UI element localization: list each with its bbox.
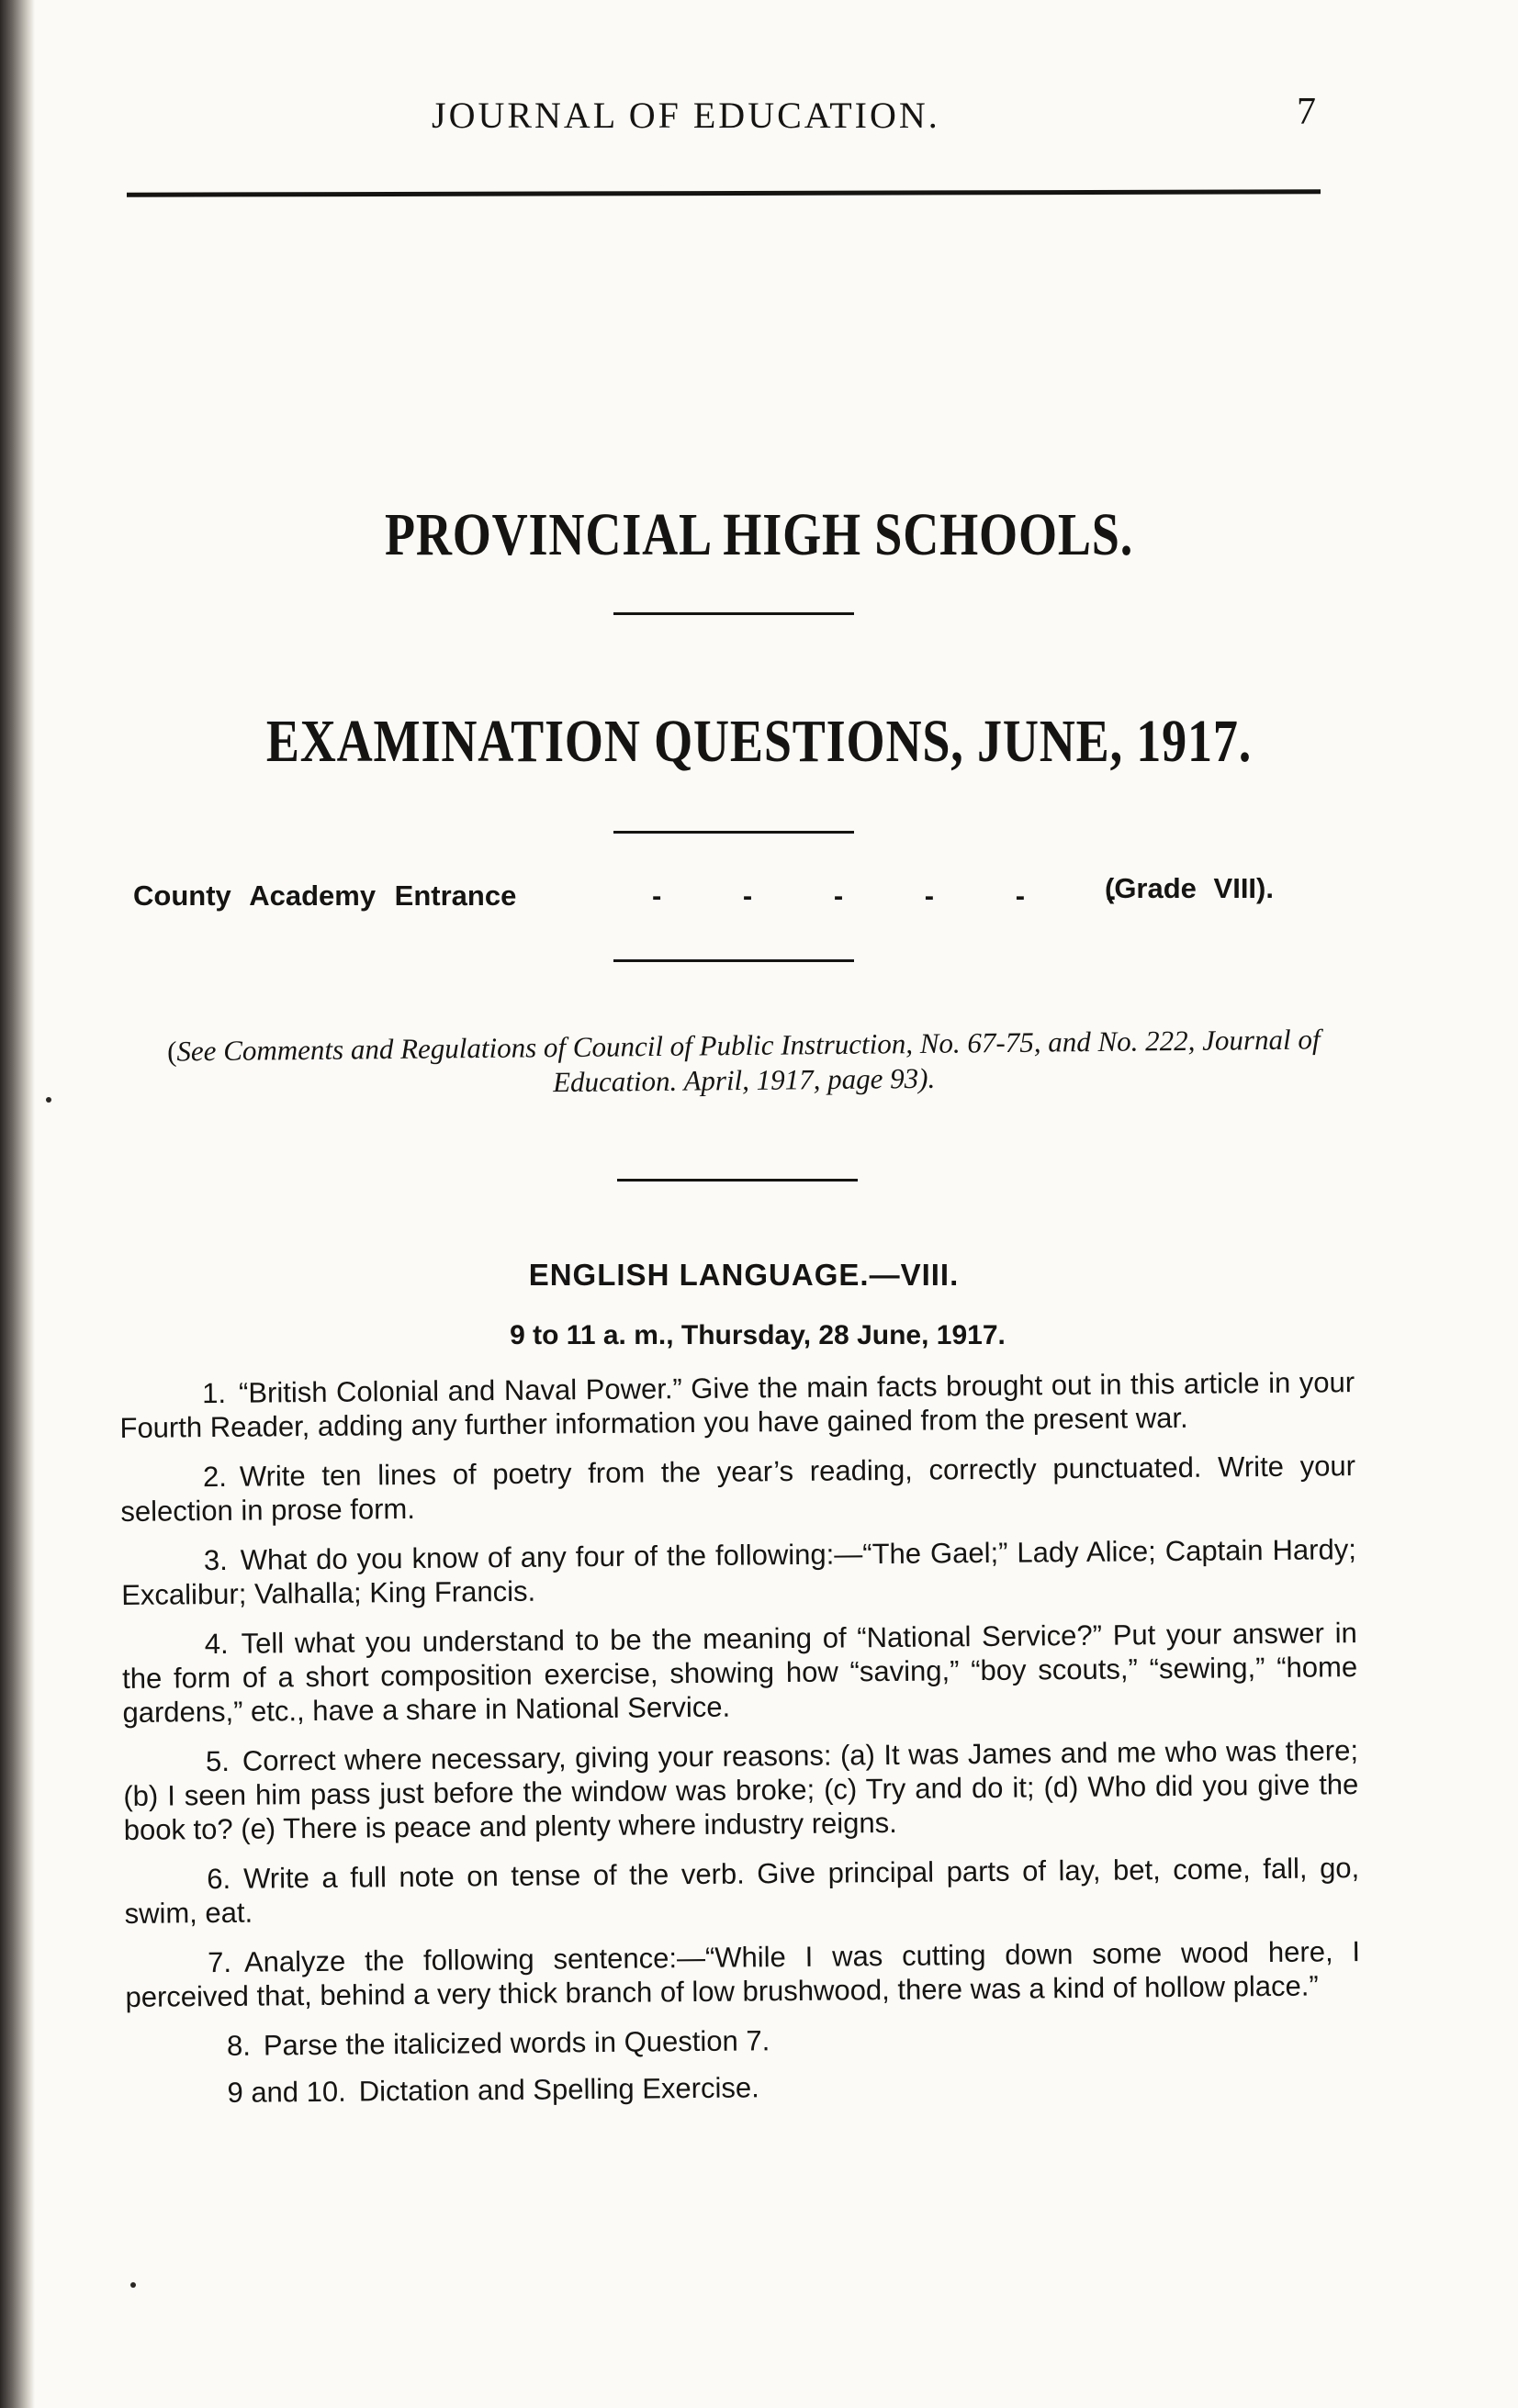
entrance-dash-leader: - - - - - - [652, 879, 1153, 912]
question-item [126, 2065, 1361, 2111]
question-text: Write ten lines of poetry from the year’s reading, correctly punctuated. Write your selection in prose form. [120, 1450, 1356, 1528]
question-text: Correct where necessary, giving your reasons: (a) It was James and me who was there; (b) I seen him pass just before the window was broke; (c) Try and do it; (d) Who did you give the book to? (e) There is peace and plenty where industry reigns. [123, 1734, 1359, 1846]
question-number: 9 and 10. [227, 2075, 346, 2109]
question-text: Dictation and Spelling Exercise. [358, 2071, 759, 2108]
scan-speck [46, 1097, 51, 1103]
question-number: 6. [207, 1862, 231, 1896]
question-text: Write a full note on tense of the verb. Give principal parts of lay, bet, come, fall, go, swim, eat. [124, 1852, 1360, 1930]
question-number: 4. [204, 1627, 229, 1661]
question-item [125, 1934, 1361, 2014]
question-number: 5. [205, 1744, 231, 1778]
scan-speck [130, 2282, 136, 2288]
page-number: 7 [1297, 91, 1316, 133]
question-item [121, 1532, 1357, 1612]
question-item [120, 1449, 1356, 1529]
regulations-note [133, 1022, 1355, 1104]
question-number: 8. [226, 2029, 252, 2062]
note-open-paren: ( [166, 1035, 177, 1068]
question-number: 2. [202, 1460, 228, 1494]
question-item [123, 1733, 1359, 1847]
question-text: “British Colonial and Naval Power.” Give the main facts brought out in this article in your Fourth Reader, adding any further information you have gained from the present war. [119, 1366, 1355, 1444]
exam-time: 9 to 11 a. m., Thursday, 28 June, 1917. [510, 1320, 1006, 1350]
question-number: 7. [207, 1945, 232, 1979]
subtitle-divider [613, 831, 854, 834]
question-text: Parse the italicized words in Question 7. [263, 2024, 770, 2062]
question-text: Tell what you understand to be the meaning of “National Service?” Put your answer in the form of a short composition exercise, showing how “saving,” “boy scouts,” “sewing,” “home gardens,” etc., have a share in National Service. [121, 1617, 1358, 1729]
note-text: Comments and Regulations of Council of Public Instruction, No. 67-75, and No. 222, Journal of Education. April, 1917, page 93). [223, 1023, 1321, 1099]
subtitle: EXAMINATION QUESTIONS, JUNE, 1917. [265, 708, 1253, 775]
note-divider [617, 1179, 858, 1182]
question-number: 3. [203, 1543, 228, 1577]
running-head: JOURNAL OF EDUCATION. [432, 95, 940, 136]
note-see: See [176, 1035, 217, 1068]
question-text: Analyze the following sentence:—“While I was cutting down some wood here, I perceived that, behind a very thick branch of low brushwood, there was a kind of hollow place.” [125, 1935, 1361, 2013]
question-item [119, 1365, 1355, 1445]
entrance-divider [613, 959, 854, 962]
entrance-label: County Academy Entrance [133, 879, 517, 912]
question-item [122, 1616, 1358, 1730]
grade-label: (Grade VIII). [1105, 872, 1274, 904]
question-item [124, 1851, 1360, 1931]
main-title: PROVINCIAL HIGH SCHOOLS. [384, 501, 1134, 568]
question-item [126, 2018, 1361, 2064]
question-list [119, 1365, 1362, 2123]
section-title: ENGLISH LANGUAGE.—VIII. [528, 1258, 960, 1292]
title-divider [613, 612, 854, 615]
question-text: What do you know of any four of the following:—“The Gael;” Lady Alice; Captain Hardy; Excalibur; Valhalla; King Francis. [121, 1533, 1357, 1611]
header-rule [127, 189, 1321, 196]
question-number: 1. [202, 1376, 227, 1410]
